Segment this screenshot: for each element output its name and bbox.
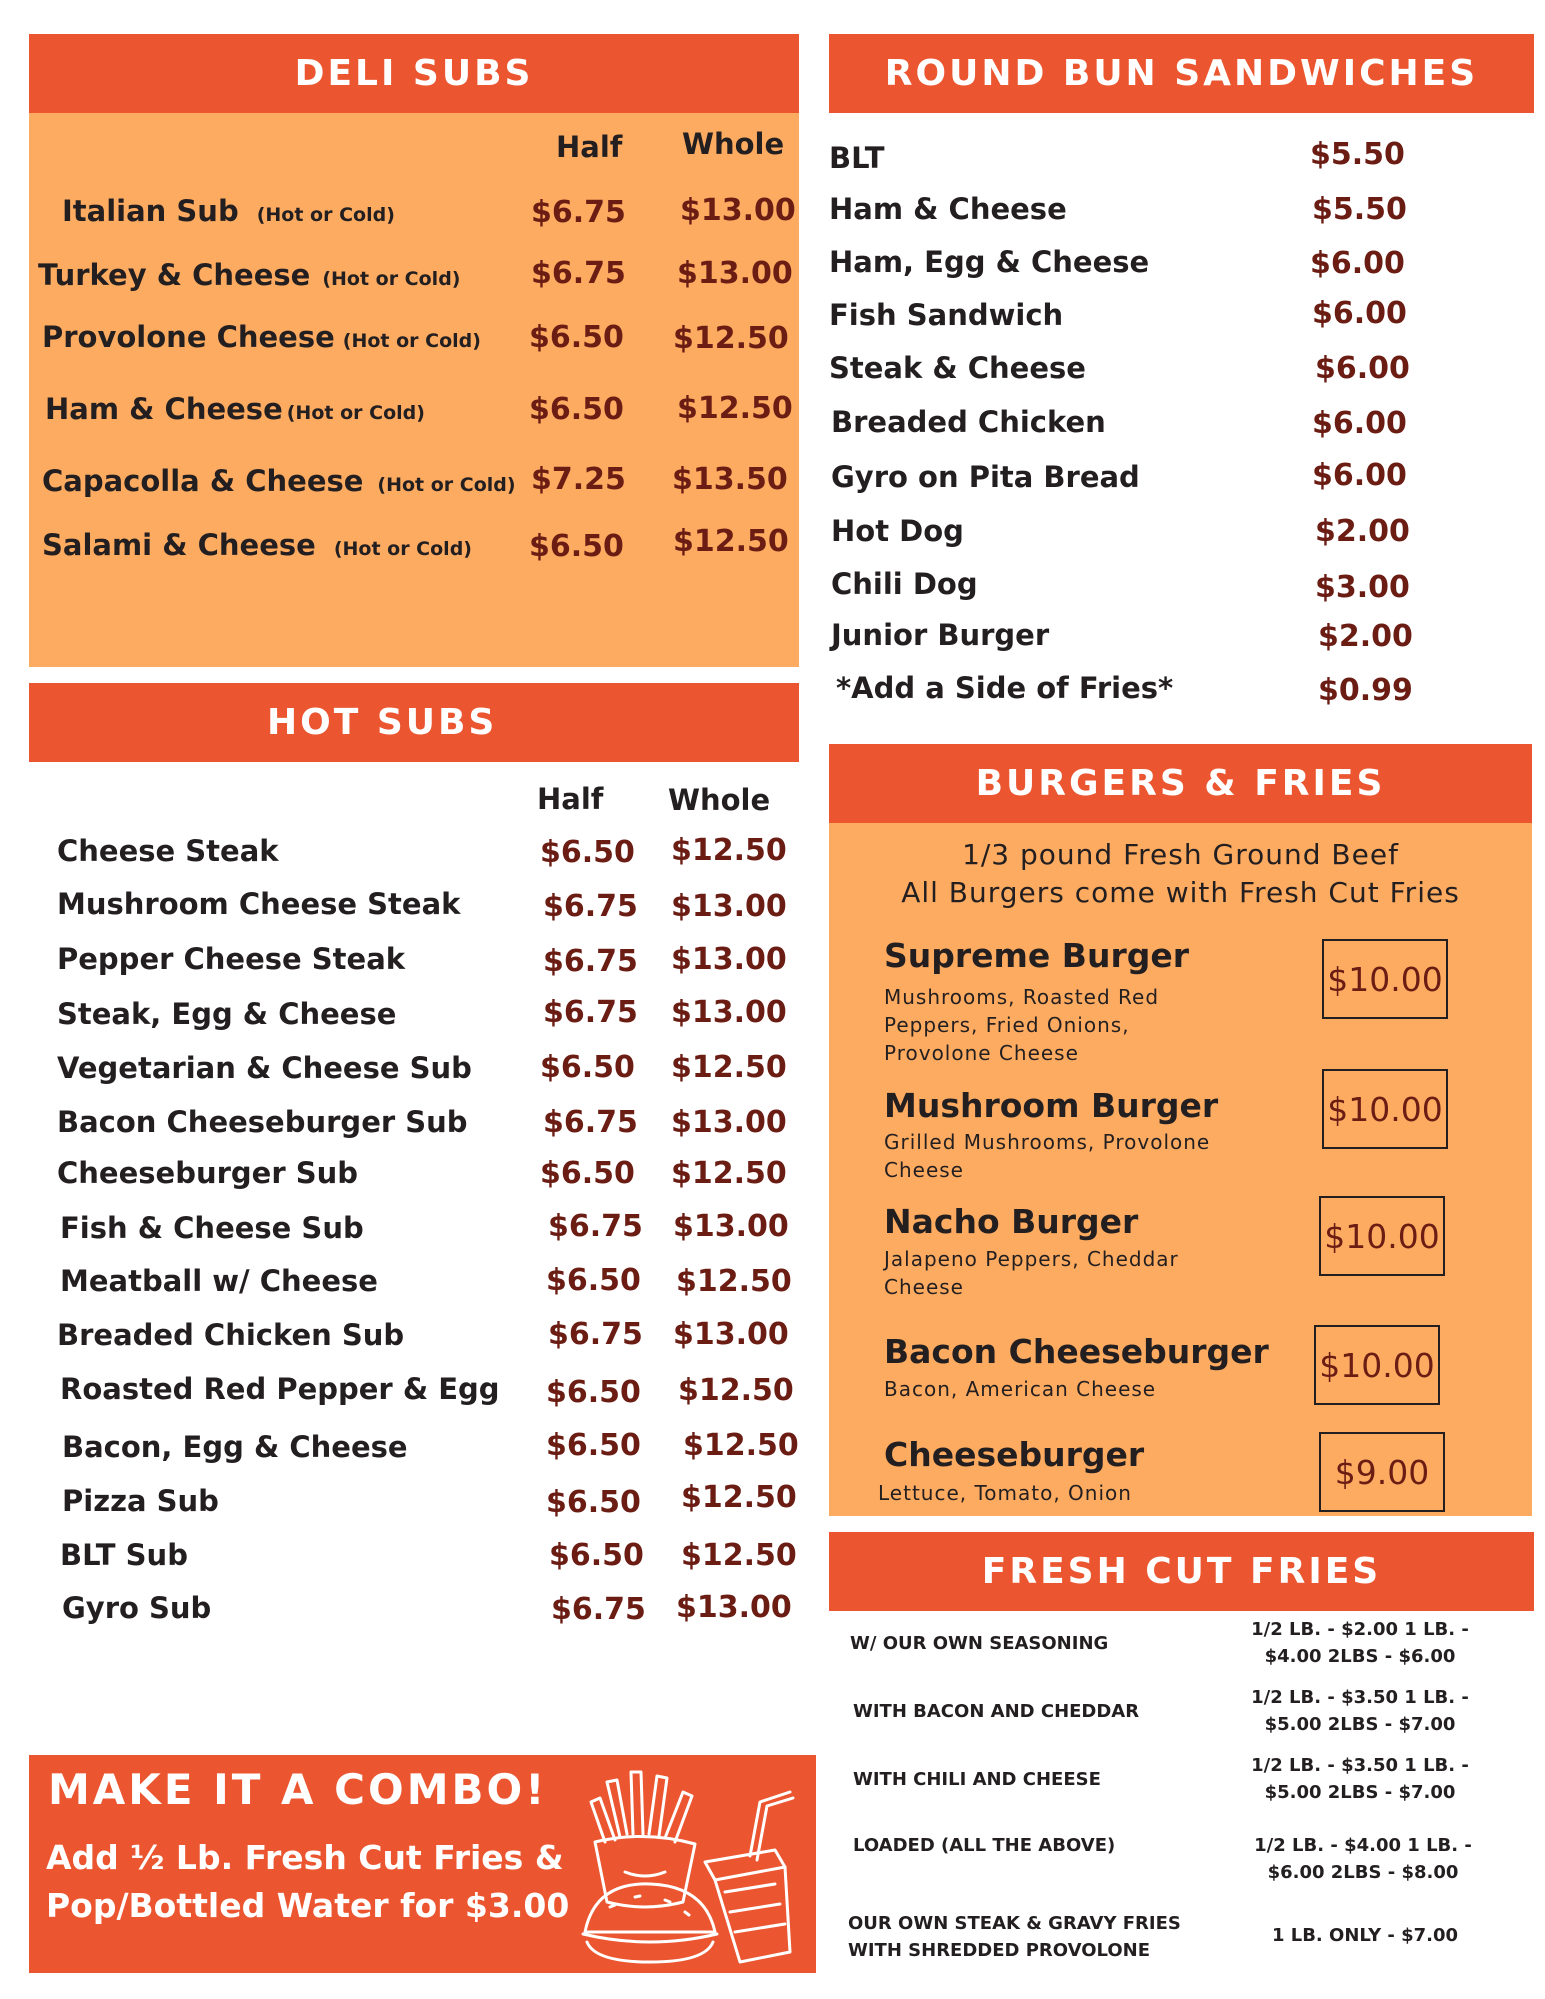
deli-half-price: $6.50 xyxy=(529,529,624,564)
round-item-price: $6.00 xyxy=(1315,351,1410,386)
round-item-name: Ham, Egg & Cheese xyxy=(829,245,1150,279)
hot-whole-price: $13.00 xyxy=(673,1317,789,1352)
burger-fries-drink-icon xyxy=(565,1762,805,1972)
deli-half-label: Half xyxy=(556,130,623,164)
deli-whole-price: $12.50 xyxy=(673,524,789,559)
fries-header: FRESH CUT FRIES xyxy=(829,1532,1534,1611)
deli-half-price: $6.75 xyxy=(531,195,626,230)
hot-item-name: Mushroom Cheese Steak xyxy=(57,887,461,921)
burger-name: Nacho Burger xyxy=(884,1202,1139,1241)
hot-whole-price: $13.00 xyxy=(671,995,787,1030)
hot-item-name: BLT Sub xyxy=(60,1538,188,1572)
deli-whole-price: $12.50 xyxy=(677,391,793,426)
burger-name: Supreme Burger xyxy=(884,936,1189,975)
fries-label: WITH BACON AND CHEDDAR xyxy=(853,1701,1140,1722)
round-item-name: *Add a Side of Fries* xyxy=(836,671,1174,705)
deli-item: Provolone Cheese (Hot or Cold) xyxy=(42,320,481,354)
round-item-price: $6.00 xyxy=(1312,458,1407,493)
hot-half-price: $6.50 xyxy=(540,1050,635,1085)
hot-half-price: $6.75 xyxy=(543,944,638,979)
burger-price-box: $10.00 xyxy=(1322,939,1448,1019)
hot-whole-price: $13.00 xyxy=(671,1105,787,1140)
round-bun-header: ROUND BUN SANDWICHES xyxy=(829,34,1534,113)
hot-half-price: $6.75 xyxy=(548,1209,643,1244)
round-item-price: $6.00 xyxy=(1312,406,1407,441)
hot-item-name: Gyro Sub xyxy=(62,1591,212,1625)
deli-whole-price: $13.50 xyxy=(672,462,788,497)
deli-half-price: $6.50 xyxy=(529,320,624,355)
hot-whole-price: $12.50 xyxy=(671,1050,787,1085)
burgers-header: BURGERS & FRIES xyxy=(829,744,1532,823)
burger-desc: Bacon, American Cheese xyxy=(884,1377,1157,1401)
burger-desc: Grilled Mushrooms, Provolone Cheese xyxy=(884,1130,1211,1182)
deli-half-price: $6.75 xyxy=(531,256,626,291)
combo-line-2: Pop/Bottled Water for $3.00 xyxy=(46,1886,570,1925)
hot-whole-price: $12.50 xyxy=(681,1538,797,1573)
hot-whole-price: $12.50 xyxy=(681,1480,797,1515)
combo-line-1: Add ½ Lb. Fresh Cut Fries & xyxy=(46,1838,564,1877)
round-item-name: BLT xyxy=(829,141,885,175)
burger-desc: Lettuce, Tomato, Onion xyxy=(878,1481,1132,1505)
hot-whole-price: $12.50 xyxy=(676,1264,792,1299)
hot-item-name: Breaded Chicken Sub xyxy=(57,1318,405,1352)
round-item-price: $5.50 xyxy=(1310,137,1405,172)
deli-item: Salami & Cheese (Hot or Cold) xyxy=(42,528,472,562)
deli-whole-label: Whole xyxy=(682,127,785,161)
deli-item: Ham & Cheese (Hot or Cold) xyxy=(45,392,425,426)
hot-half-price: $6.50 xyxy=(546,1428,641,1463)
hot-half-price: $6.50 xyxy=(546,1375,641,1410)
burgers-intro-line-1: 1/3 pound Fresh Ground Beef xyxy=(962,838,1399,871)
fries-price: 1/2 LB. - $3.50 1 LB. - $5.00 2LBS - $7.00 xyxy=(1251,1755,1469,1803)
hot-whole-price: $12.50 xyxy=(683,1428,799,1463)
burger-price-box: $10.00 xyxy=(1322,1069,1448,1149)
round-item-name: Steak & Cheese xyxy=(829,351,1086,385)
hot-item-name: Pepper Cheese Steak xyxy=(57,942,406,976)
round-item-name: Fish Sandwich xyxy=(829,298,1064,332)
deli-item: Italian Sub (Hot or Cold) xyxy=(62,194,395,228)
deli-whole-price: $13.00 xyxy=(677,256,793,291)
hot-whole-price: $12.50 xyxy=(671,1156,787,1191)
deli-subs-header: DELI SUBS xyxy=(29,34,799,113)
hot-half-price: $6.75 xyxy=(543,1105,638,1140)
burgers-intro-line-2: All Burgers come with Fresh Cut Fries xyxy=(901,876,1460,909)
fries-label: WITH CHILI AND CHEESE xyxy=(853,1769,1101,1790)
hot-item-name: Bacon, Egg & Cheese xyxy=(62,1430,408,1464)
burger-name: Bacon Cheeseburger xyxy=(884,1332,1269,1371)
deli-item: Turkey & Cheese (Hot or Cold) xyxy=(38,258,461,292)
fries-price: 1 LB. ONLY - $7.00 xyxy=(1271,1925,1459,1946)
round-item-price: $3.00 xyxy=(1315,570,1410,605)
combo-title: MAKE IT A COMBO! xyxy=(48,1765,548,1814)
hot-half-price: $6.75 xyxy=(548,1317,643,1352)
hot-half-price: $6.75 xyxy=(543,995,638,1030)
hot-half-price: $6.50 xyxy=(540,1156,635,1191)
hot-item-name: Vegetarian & Cheese Sub xyxy=(57,1051,472,1085)
fries-price: 1/2 LB. - $2.00 1 LB. - $4.00 2LBS - $6.00 xyxy=(1251,1619,1469,1667)
fries-label: OUR OWN STEAK & GRAVY FRIES WITH SHREDDED PROVOLONE xyxy=(848,1913,1181,1961)
hot-item-name: Cheese Steak xyxy=(57,834,279,868)
hot-item-name: Cheeseburger Sub xyxy=(57,1156,359,1190)
round-item-name: Gyro on Pita Bread xyxy=(831,460,1140,494)
round-item-price: $0.99 xyxy=(1318,673,1413,708)
hot-half-price: $6.75 xyxy=(551,1592,646,1627)
hot-item-name: Pizza Sub xyxy=(62,1484,219,1518)
burger-name: Cheeseburger xyxy=(884,1435,1145,1474)
burger-desc: Mushrooms, Roasted Red Peppers, Fried Onions, Provolone Cheese xyxy=(884,985,1160,1065)
round-item-name: Chili Dog xyxy=(831,567,978,601)
deli-half-price: $6.50 xyxy=(529,392,624,427)
hot-half-price: $6.50 xyxy=(549,1538,644,1573)
hot-whole-price: $13.00 xyxy=(671,942,787,977)
burger-price-box: $10.00 xyxy=(1314,1325,1440,1405)
hot-whole-price: $13.00 xyxy=(671,889,787,924)
hot-subs-header: HOT SUBS xyxy=(29,683,799,762)
hot-whole-price: $12.50 xyxy=(678,1373,794,1408)
hot-item-name: Steak, Egg & Cheese xyxy=(57,997,397,1031)
deli-half-price: $7.25 xyxy=(531,462,626,497)
hot-whole-price: $13.00 xyxy=(676,1590,792,1625)
round-item-name: Ham & Cheese xyxy=(829,192,1067,226)
burger-price-box: $10.00 xyxy=(1319,1196,1445,1276)
hot-whole-price: $13.00 xyxy=(673,1209,789,1244)
burger-name: Mushroom Burger xyxy=(884,1086,1219,1125)
hot-half-label: Half xyxy=(537,782,604,816)
round-item-price: $6.00 xyxy=(1310,246,1405,281)
hot-item-name: Bacon Cheeseburger Sub xyxy=(57,1105,468,1139)
hot-item-name: Fish & Cheese Sub xyxy=(60,1211,364,1245)
hot-half-price: $6.75 xyxy=(543,889,638,924)
round-item-name: Breaded Chicken xyxy=(831,405,1106,439)
round-item-price: $6.00 xyxy=(1312,296,1407,331)
burgers-intro xyxy=(829,836,1532,912)
round-item-price: $2.00 xyxy=(1318,619,1413,654)
hot-item-name: Roasted Red Pepper & Egg xyxy=(60,1372,500,1406)
hot-half-price: $6.50 xyxy=(540,835,635,870)
round-item-name: Junior Burger xyxy=(831,618,1050,652)
burger-price-box: $9.00 xyxy=(1319,1432,1445,1512)
deli-whole-price: $12.50 xyxy=(673,321,789,356)
hot-half-price: $6.50 xyxy=(546,1485,641,1520)
round-item-name: Hot Dog xyxy=(831,514,964,548)
round-item-price: $2.00 xyxy=(1315,514,1410,549)
fries-price: 1/2 LB. - $3.50 1 LB. - $5.00 2LBS - $7.00 xyxy=(1251,1687,1469,1735)
fries-price: 1/2 LB. - $4.00 1 LB. - $6.00 2LBS - $8.00 xyxy=(1254,1835,1472,1883)
hot-item-name: Meatball w/ Cheese xyxy=(60,1264,378,1298)
hot-half-price: $6.50 xyxy=(546,1263,641,1298)
burger-desc: Jalapeno Peppers, Cheddar Cheese xyxy=(884,1247,1179,1299)
deli-item: Capacolla & Cheese (Hot or Cold) xyxy=(42,464,516,498)
hot-whole-price: $12.50 xyxy=(671,833,787,868)
round-item-price: $5.50 xyxy=(1312,192,1407,227)
fries-label: LOADED (ALL THE ABOVE) xyxy=(853,1835,1116,1856)
deli-whole-price: $13.00 xyxy=(680,193,796,228)
hot-whole-label: Whole xyxy=(668,783,771,817)
fries-label: W/ OUR OWN SEASONING xyxy=(850,1633,1109,1654)
